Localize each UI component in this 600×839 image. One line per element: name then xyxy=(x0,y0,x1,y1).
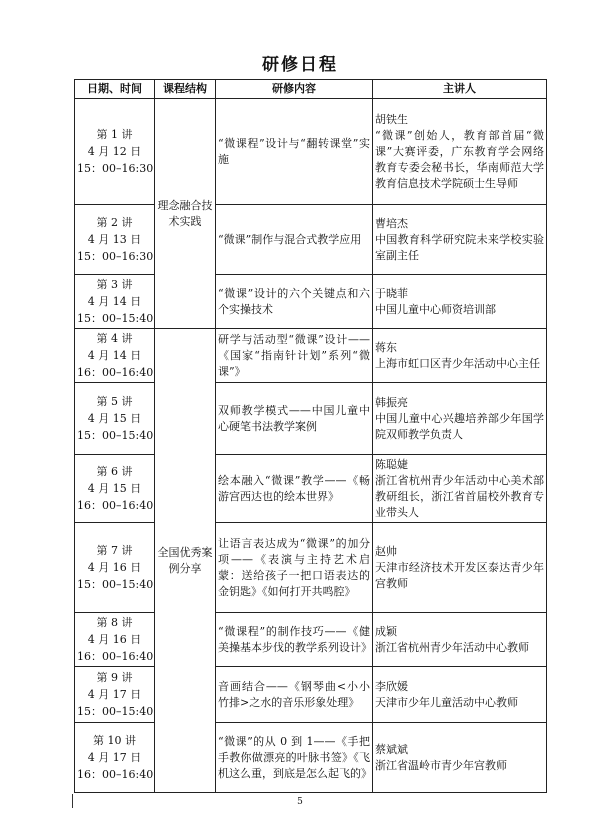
category-cell: 理念融合技术实践 xyxy=(155,99,216,329)
speaker-cell xyxy=(373,455,547,523)
content-cell: 研学与活动型“微课”设计——《国家“指南针计划”系列“微课”》 xyxy=(216,329,373,383)
speaker-name: 蒋东 xyxy=(375,340,397,354)
table-row xyxy=(75,99,547,205)
lecture-time: 16：00–16:40 xyxy=(77,768,154,781)
lecture-time: 16：00–16:40 xyxy=(77,366,154,379)
header-course-structure: 课程结构 xyxy=(155,80,216,99)
lecture-date: 4 月 16 日 xyxy=(87,561,142,574)
speaker-cell xyxy=(373,205,547,275)
speaker-name: 陈聪婕 xyxy=(375,457,408,471)
lecture-number: 第 9 讲 xyxy=(96,671,133,684)
speaker-title: 浙江省杭州青少年活动中心教师 xyxy=(375,640,529,654)
speaker-cell xyxy=(373,99,547,205)
speaker-title: “微课”创始人，教育部首届“微课”大赛评委，广东教育学会网络教育专委会秘书长，华南师范大学教育信息技术学院硕士生导师 xyxy=(375,128,544,190)
table-row xyxy=(75,455,547,523)
speaker-title: 中国教育科学研究院未来学校实验室副主任 xyxy=(375,232,544,262)
lecture-time: 15：00–15:40 xyxy=(77,705,154,718)
lecture-date: 4 月 14 日 xyxy=(87,295,142,308)
lecture-time: 16：00–16:40 xyxy=(77,650,154,663)
speaker-cell xyxy=(373,723,547,793)
lecture-number: 第 4 讲 xyxy=(96,332,133,345)
lecture-date: 4 月 14 日 xyxy=(87,349,142,362)
speaker-cell xyxy=(373,275,547,329)
content-cell: 绘本融入“微课”教学——《畅游宫西达也的绘本世界》 xyxy=(216,455,373,523)
table-row xyxy=(75,205,547,275)
date-cell xyxy=(75,329,155,383)
speaker-cell xyxy=(373,383,547,455)
table-row xyxy=(75,723,547,793)
date-cell xyxy=(75,275,155,329)
speaker-name: 成颖 xyxy=(375,624,397,638)
date-cell xyxy=(75,455,155,523)
lecture-date: 4 月 12 日 xyxy=(87,145,142,158)
speaker-name: 胡铁生 xyxy=(375,112,408,126)
date-cell xyxy=(75,99,155,205)
speaker-name: 曹培杰 xyxy=(375,216,408,230)
header-date-time: 日期、时间 xyxy=(75,80,155,99)
table-row xyxy=(75,275,547,329)
lecture-time: 16：00–16:40 xyxy=(77,499,154,512)
speaker-title: 上海市虹口区青少年活动中心主任 xyxy=(375,356,540,370)
speaker-cell xyxy=(373,613,547,667)
speaker-name: 赵帅 xyxy=(375,544,397,558)
lecture-number: 第 6 讲 xyxy=(96,465,133,478)
content-cell: 双师教学模式——中国儿童中心硬笔书法教学案例 xyxy=(216,383,373,455)
table-row xyxy=(75,329,547,383)
content-cell: “微课程”的制作技巧——《健美操基本步伐的教学系列设计》 xyxy=(216,613,373,667)
speaker-name: 于晓菲 xyxy=(375,286,408,300)
date-cell xyxy=(75,723,155,793)
lecture-number: 第 10 讲 xyxy=(93,734,136,747)
speaker-name: 李欣媛 xyxy=(375,679,408,693)
speaker-title: 浙江省温岭市青少年宫教师 xyxy=(375,758,507,772)
lecture-time: 15：00–16:30 xyxy=(77,250,154,263)
lecture-number: 第 7 讲 xyxy=(96,544,133,557)
lecture-date: 4 月 17 日 xyxy=(87,688,142,701)
content-cell: “微课程”设计与“翻转课堂”实施 xyxy=(216,99,373,205)
lecture-date: 4 月 15 日 xyxy=(87,412,142,425)
page-title: 研修日程 xyxy=(262,55,338,75)
date-cell xyxy=(75,523,155,613)
table-header-row xyxy=(75,80,547,99)
category-cell: 全国优秀案例分享 xyxy=(155,329,216,793)
lecture-number: 第 8 讲 xyxy=(96,616,133,629)
lecture-number: 第 3 讲 xyxy=(96,278,133,291)
content-cell: 让语言表达成为“微课”的加分项——《表演与主持艺术启蒙：送给孩子一把口语表达的金钥匙》《如何打开共鸣腔》 xyxy=(216,523,373,613)
content-cell: “微课”设计的六个关键点和六个实操技术 xyxy=(216,275,373,329)
lecture-date: 4 月 17 日 xyxy=(87,751,142,764)
lecture-time: 15：00–15:40 xyxy=(77,429,154,442)
content-cell: “微课”制作与混合式教学应用 xyxy=(216,205,373,275)
speaker-cell xyxy=(373,329,547,383)
speaker-cell xyxy=(373,523,547,613)
header-content: 研修内容 xyxy=(216,80,373,99)
header-speaker: 主讲人 xyxy=(373,80,547,99)
schedule-table xyxy=(74,79,547,793)
lecture-date: 4 月 15 日 xyxy=(87,482,142,495)
content-cell: “微课”的从 0 到 1——《手把手教你做漂亮的叶脉书签》《飞机这么重，到底是怎么起飞的》 xyxy=(216,723,373,793)
lecture-number: 第 2 讲 xyxy=(96,216,133,229)
speaker-title: 中国儿童中心师资培训部 xyxy=(375,302,496,316)
speaker-cell xyxy=(373,667,547,723)
page-number: 5 xyxy=(297,797,303,807)
table-row xyxy=(75,667,547,723)
speaker-title: 浙江省杭州青少年活动中心美术部教研组长，浙江省首届校外教育专业带头人 xyxy=(375,473,544,519)
speaker-name: 蔡斌斌 xyxy=(375,742,408,756)
speaker-title: 中国儿童中心兴趣培养部少年国学院双师教学负责人 xyxy=(375,411,544,441)
lecture-time: 15：00–16:30 xyxy=(77,162,154,175)
speaker-title: 天津市少年儿童活动中心教师 xyxy=(375,695,518,709)
lecture-number: 第 5 讲 xyxy=(96,395,133,408)
table-row xyxy=(75,383,547,455)
date-cell xyxy=(75,667,155,723)
lecture-number: 第 1 讲 xyxy=(96,128,133,141)
speaker-title: 天津市经济技术开发区泰达青少年宫教师 xyxy=(375,560,544,590)
lecture-date: 4 月 16 日 xyxy=(87,633,142,646)
table-row xyxy=(75,523,547,613)
table-row xyxy=(75,613,547,667)
lecture-time: 15：00–15:40 xyxy=(77,312,154,325)
speaker-name: 韩振亮 xyxy=(375,395,408,409)
content-cell: 音画结合——《钢琴曲<小小竹排>之水的音乐形象处理》 xyxy=(216,667,373,723)
date-cell xyxy=(75,613,155,667)
lecture-date: 4 月 13 日 xyxy=(87,233,142,246)
date-cell xyxy=(75,205,155,275)
lecture-time: 15：00–15:40 xyxy=(77,578,154,591)
date-cell xyxy=(75,383,155,455)
